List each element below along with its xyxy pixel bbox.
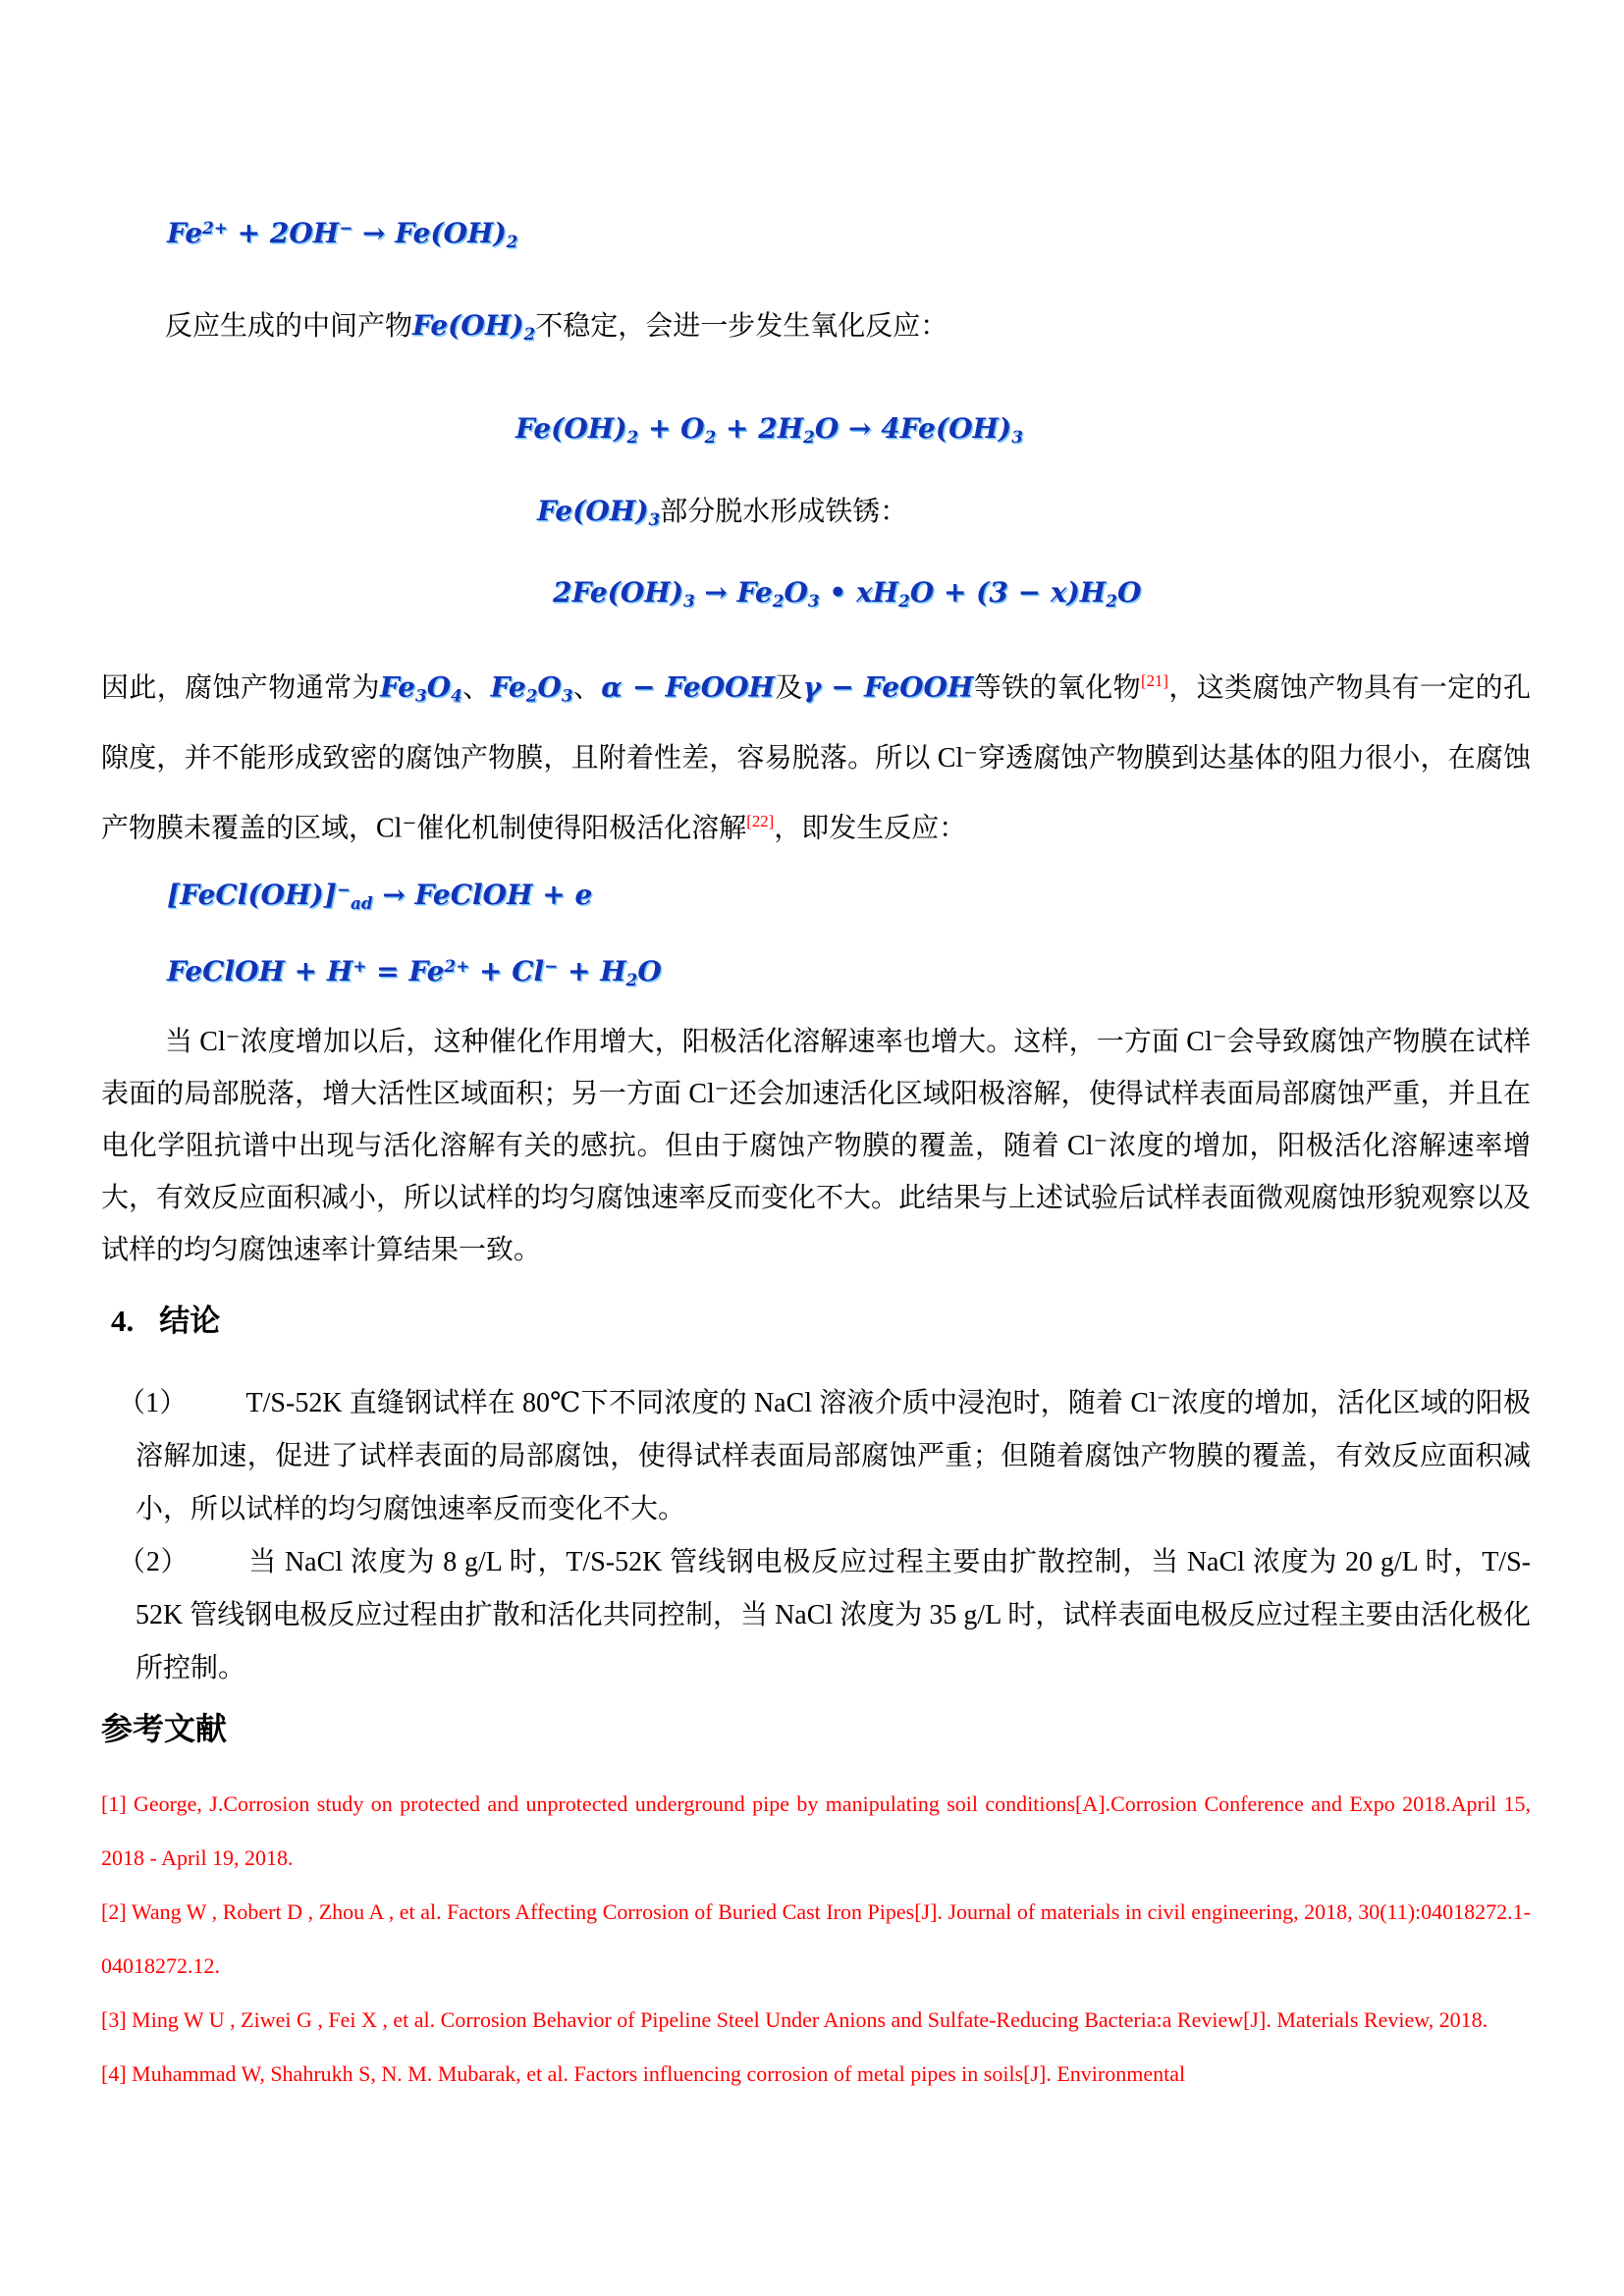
list-text-2: 当 NaCl 浓度为 8 g/L 时，T/S-52K 管线钢电极反应过程主要由扩散控制，当 NaCl 浓度为 20 g/L 时，T/S-52K 管线钢电极反应过程由扩散和活化共同控制，当 NaCl 浓度为 35 g/L 时，试样表面电极反应过程主要由活化极化所控制。	[135, 1547, 1531, 1684]
references-list	[101, 1777, 1531, 2101]
section-heading-conclusion	[111, 1300, 1531, 1342]
list-marker-1: （1）	[118, 1388, 188, 1419]
conclusion-item-2	[101, 1536, 1531, 1695]
line-rust-formation: Fe(OH)3部分脱水形成铁锈：	[537, 495, 908, 530]
reference-entry-2: [2] Wang W , Robert D , Zhou A , et al. Factors Affecting Corrosion of Buried Cast Iron Pipes[J]. Journal of materials in civil engineering, 2018, 30(11):04018272.1-04018272.12.	[101, 1899, 1531, 1979]
paragraph-intermediate-product: 反应生成的中间产物Fe(OH)2不稳定，会进一步发生氧化反应：	[165, 308, 948, 344]
reference-entry-3: [3] Ming W U , Ziwei G , Fei X , et al. Corrosion Behavior of Pipeline Steel Under Anions and Sulfate-Reducing Bacteria:a Review[J]. Materials Review, 2018.	[101, 2007, 1489, 2033]
list-text-1: T/S-52K 直缝钢试样在 80℃下不同浓度的 NaCl 溶液介质中浸泡时，随着 Cl⁻浓度的增加，活化区域的阳极溶解加速，促进了试样表面的局部腐蚀，使得试样表面局部腐蚀严重；但随着腐蚀产物膜的覆盖，有效反应面积减小，所以试样的均匀腐蚀速率反而变化不大。	[135, 1388, 1531, 1525]
section-number: 4.	[111, 1304, 135, 1338]
paragraph-cl-concentration-effect: 当 Cl⁻浓度增加以后，这种催化作用增大，阳极活化溶解速率也增大。这样，一方面 Cl⁻会导致腐蚀产物膜在试样表面的局部脱落，增大活性区域面积；另一方面 Cl⁻还会加速活化区域阳极溶解，使得试样表面局部腐蚀严重，并且在电化学阻抗谱中出现与活化溶解有关的感抗。但由于腐蚀产物膜的覆盖，随着 Cl⁻浓度的增加，阳极活化溶解速率增大，有效反应面积减小，所以试样的均匀腐蚀速率反而变化不大。此结果与上述试验后试样表面微观腐蚀形貌观察以及试样的均匀腐蚀速率计算结果一致。	[101, 1027, 1532, 1265]
conclusion-item-1	[101, 1377, 1531, 1536]
paragraph-corrosion-products: 因此，腐蚀产物通常为Fe3O4、Fe2O3、α − FeOOH及γ − FeOOH等铁的氧化物[21]，这类腐蚀产物具有一定的孔隙度，并不能形成致密的腐蚀产物膜，且附着性差，容易脱落。所以 Cl⁻穿透腐蚀产物膜到达基体的阻力很小，在腐蚀产物膜未覆盖的区域，Cl⁻催化机制使得阳极活化溶解[22]，即发生反应：	[101, 670, 1531, 843]
equation-fecloh-reaction: FeClOH + $H^+ = Fe^{2+} + Cl^- + H2O$	[167, 955, 662, 990]
list-marker-2: （2）	[118, 1547, 189, 1578]
equation-dehydration-rust: 2Fe(OH)3 → Fe2O3 • xH2O + (3 − x)H2O	[553, 575, 1142, 611]
references-heading: 参考文献	[101, 1711, 228, 1747]
section-title: 结论	[159, 1304, 221, 1338]
reference-entry-1: [1] George, J.Corrosion study on protected and unprotected underground pipe by manipulating soil conditions[A].Corrosion Conference and Expo 2018.April 15, 2018 - April 19, 2018.	[101, 1791, 1531, 1871]
equation-oxidation-reaction: Fe(OH)2 + O2 + 2H2O → 4Fe(OH)3	[515, 411, 1023, 447]
reference-entry-4: [4] Muhammad W, Shahrukh S, N. M. Mubarak, et al. Factors influencing corrosion of metal pipes in soils[J]. Environmental	[101, 2061, 1186, 2087]
equation-hydroxide-formation: $Fe^{2+} + 2OH^- \to Fe(OH)2$	[167, 217, 518, 252]
equation-fecl-oh-dissolution: [FeCl(OH)]−ad → FeClOH + e	[167, 878, 593, 913]
conclusion-list	[101, 1377, 1531, 1695]
